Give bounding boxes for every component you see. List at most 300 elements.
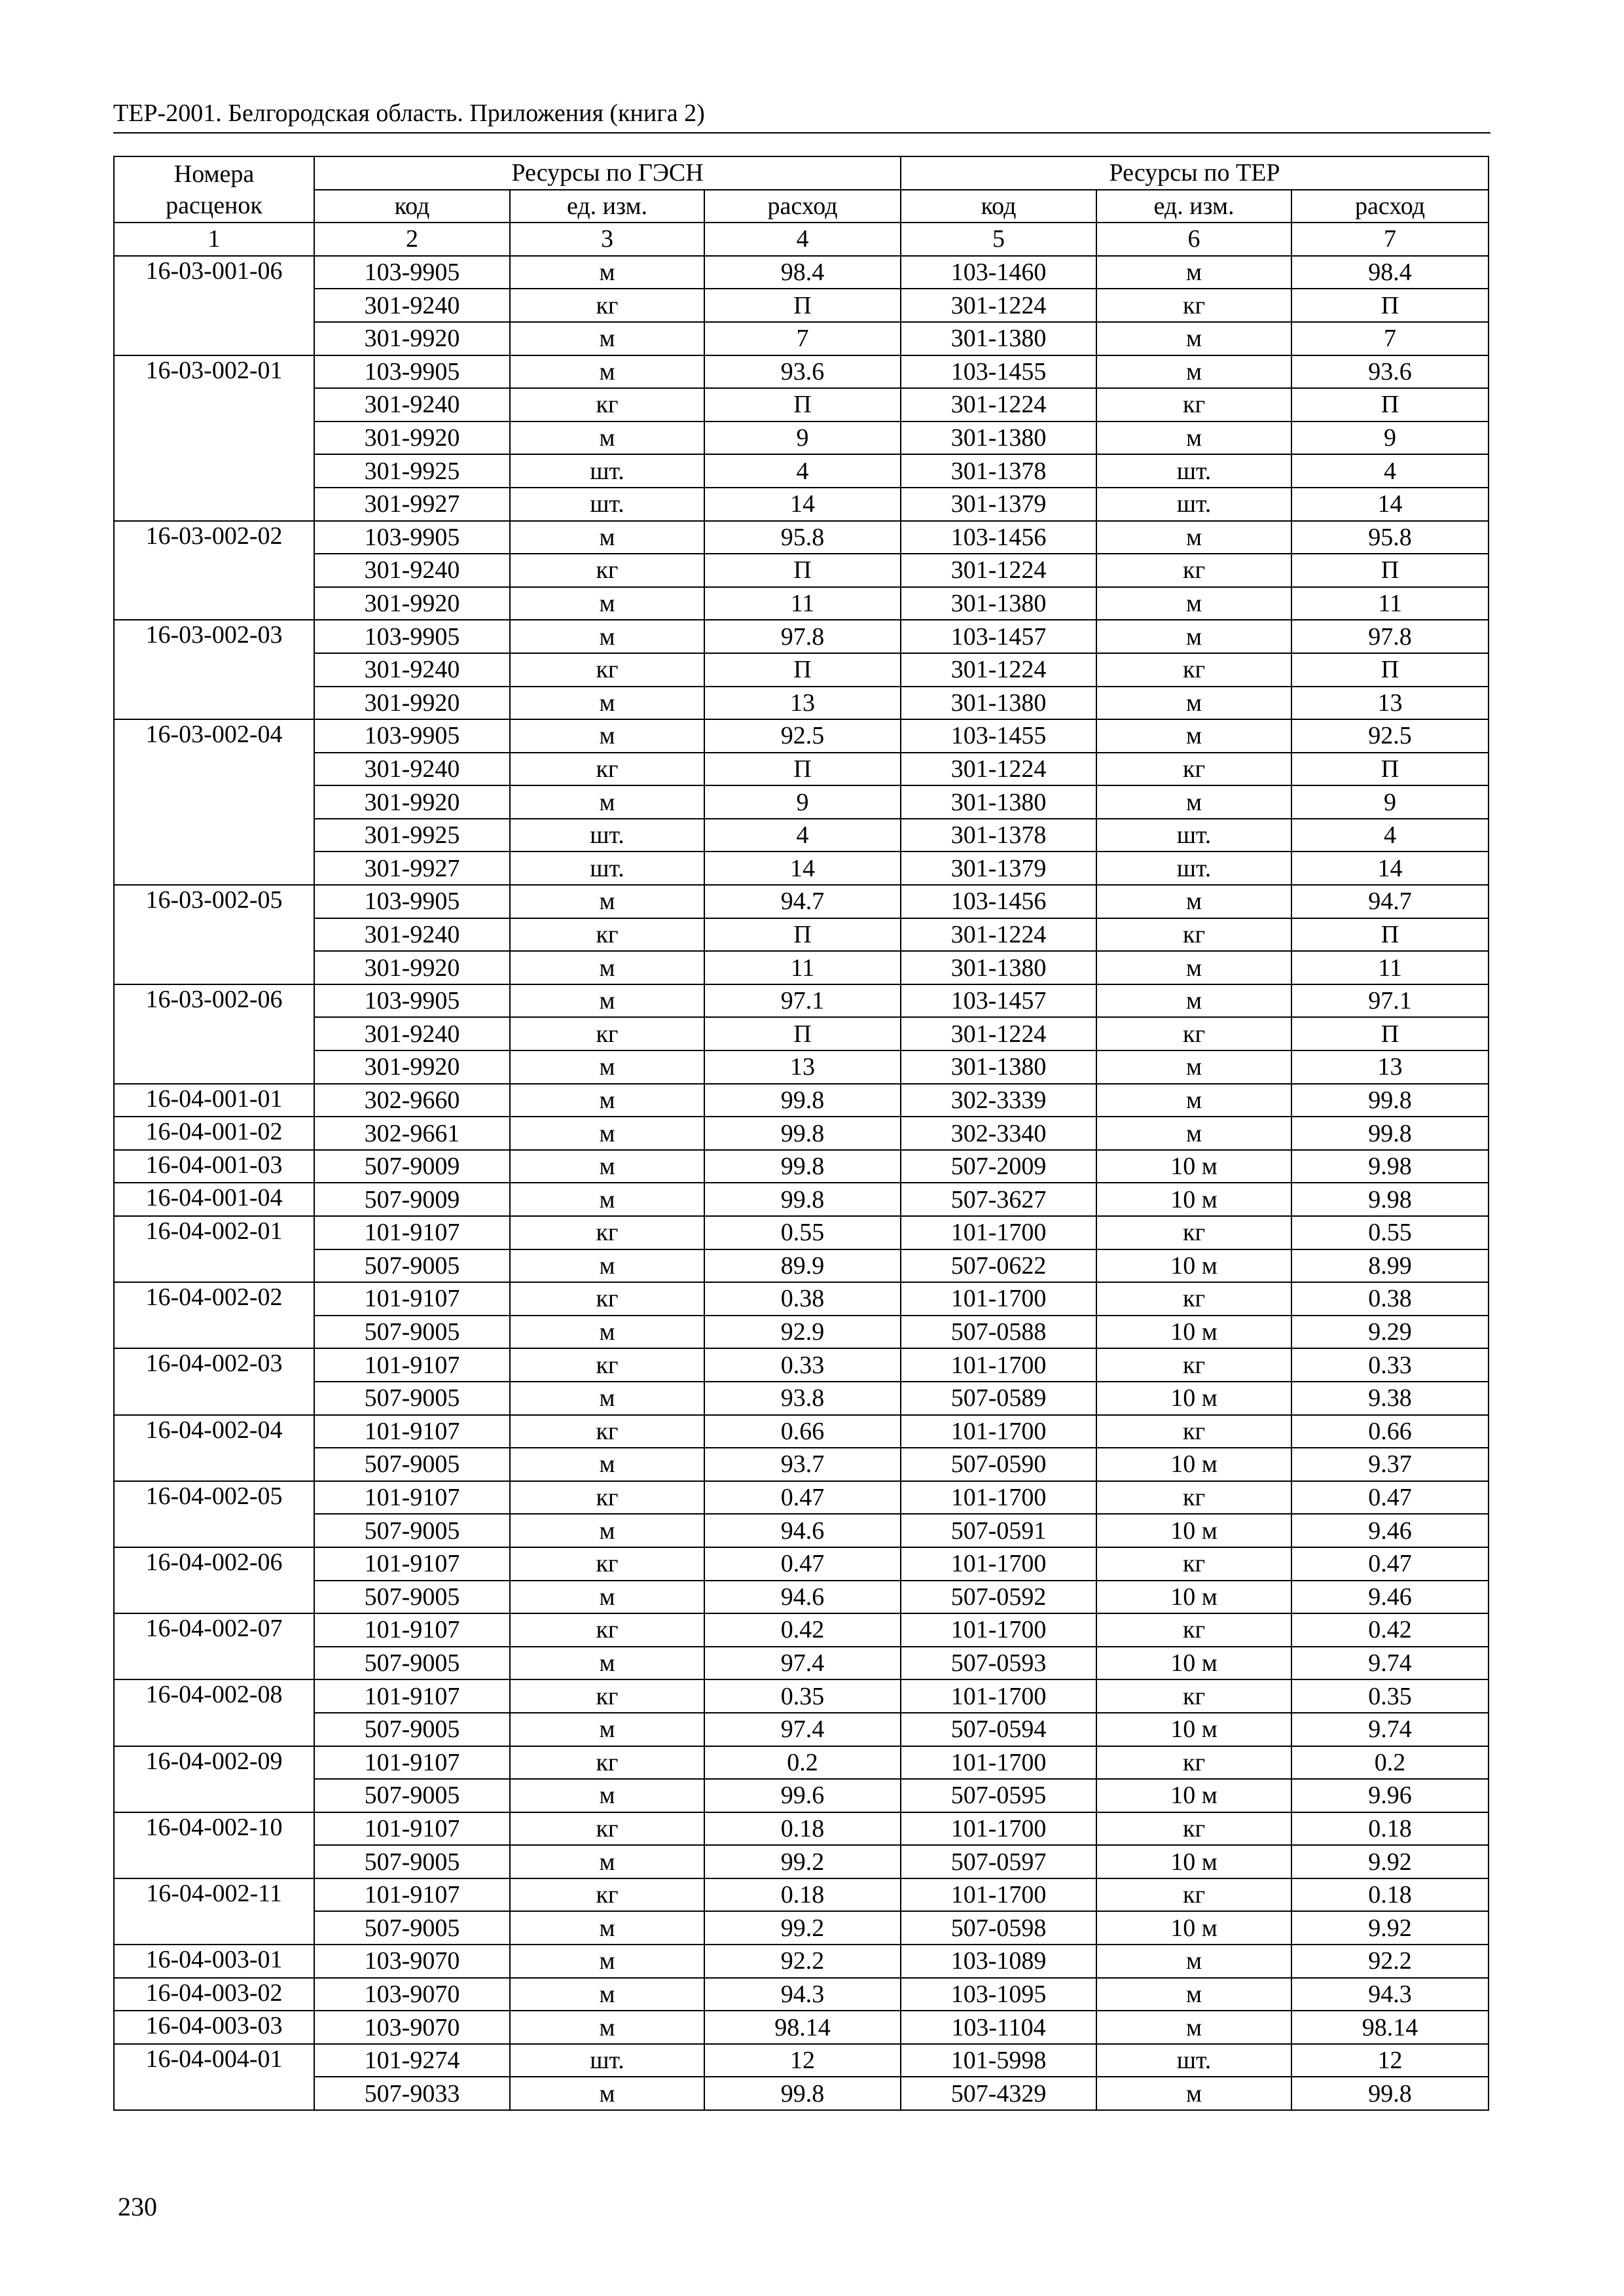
ter-code-cell: 101-1700	[901, 1878, 1096, 1912]
ter-code-cell: 507-4329	[901, 2077, 1096, 2110]
gesn-consumption-cell: 99.8	[704, 1150, 901, 1183]
gesn-unit-cell: кг	[510, 653, 704, 687]
gesn-code-cell: 507-9005	[314, 1647, 510, 1680]
ter-consumption-cell: 0.42	[1291, 1613, 1489, 1647]
gesn-code-cell: 301-9920	[314, 687, 510, 720]
ter-code-cell: 301-1379	[901, 488, 1096, 521]
table-row	[114, 1978, 1489, 2011]
table-row	[114, 554, 1489, 587]
gesn-code-cell: 101-9107	[314, 1613, 510, 1647]
rate-number-cell: 16-04-002-05	[114, 1481, 314, 1547]
gesn-consumption-cell: 93.7	[704, 1448, 901, 1481]
subheader-ter-code: код	[901, 190, 1096, 223]
ter-code-cell: 103-1456	[901, 885, 1096, 918]
rate-number-cell: 16-04-002-10	[114, 1812, 314, 1878]
gesn-code-cell: 103-9070	[314, 1945, 510, 1978]
ter-consumption-cell: 0.18	[1291, 1878, 1489, 1912]
ter-code-cell: 301-1224	[901, 753, 1096, 786]
ter-unit-cell: м	[1096, 719, 1291, 753]
ter-consumption-cell: 93.6	[1291, 355, 1489, 389]
ter-code-cell: 507-3627	[901, 1183, 1096, 1216]
rate-number-cell: 16-04-002-09	[114, 1746, 314, 1812]
gesn-unit-cell: кг	[510, 289, 704, 322]
gesn-consumption-cell: 4	[704, 819, 901, 852]
ter-consumption-cell: 97.1	[1291, 984, 1489, 1018]
ter-consumption-cell: 9.98	[1291, 1150, 1489, 1183]
ter-code-cell: 302-3339	[901, 1084, 1096, 1117]
gesn-consumption-cell: 99.2	[704, 1911, 901, 1945]
gesn-header: Ресурсы по ГЭСН	[314, 156, 901, 190]
ter-unit-cell: м	[1096, 256, 1291, 289]
ter-unit-cell: м	[1096, 687, 1291, 720]
table-row	[114, 1581, 1489, 1614]
table-row	[114, 422, 1489, 455]
ter-code-cell: 301-1224	[901, 289, 1096, 322]
table-row	[114, 653, 1489, 687]
ter-unit-cell: кг	[1096, 1216, 1291, 1249]
rate-number-cell: 16-04-003-03	[114, 2011, 314, 2044]
gesn-consumption-cell: 13	[704, 687, 901, 720]
ter-unit-cell: 10 м	[1096, 1448, 1291, 1481]
gesn-code-cell: 103-9070	[314, 2011, 510, 2044]
gesn-unit-cell: шт.	[510, 488, 704, 521]
gesn-code-cell: 103-9905	[314, 256, 510, 289]
ter-consumption-cell: 97.8	[1291, 620, 1489, 653]
gesn-consumption-cell: 99.8	[704, 1084, 901, 1117]
gesn-unit-cell: м	[510, 1382, 704, 1415]
table-row	[114, 984, 1489, 1018]
ter-unit-cell: кг	[1096, 554, 1291, 587]
ter-consumption-cell: П	[1291, 918, 1489, 952]
gesn-unit-cell: м	[510, 1911, 704, 1945]
gesn-consumption-cell: 0.2	[704, 1746, 901, 1780]
gesn-unit-cell: кг	[510, 1679, 704, 1713]
ter-code-cell: 302-3340	[901, 1117, 1096, 1150]
ter-code-cell: 301-1224	[901, 388, 1096, 422]
table-row	[114, 1382, 1489, 1415]
ter-code-cell: 103-1457	[901, 620, 1096, 653]
ter-code-cell: 507-0591	[901, 1514, 1096, 1547]
ter-consumption-cell: 0.35	[1291, 1679, 1489, 1713]
gesn-code-cell: 301-9925	[314, 454, 510, 488]
gesn-code-cell: 507-9005	[314, 1448, 510, 1481]
gesn-code-cell: 301-9920	[314, 785, 510, 819]
ter-consumption-cell: 13	[1291, 687, 1489, 720]
ter-unit-cell: кг	[1096, 1613, 1291, 1647]
ter-unit-cell: м	[1096, 885, 1291, 918]
ter-consumption-cell: 11	[1291, 587, 1489, 620]
gesn-code-cell: 301-9920	[314, 322, 510, 355]
ter-consumption-cell: 0.55	[1291, 1216, 1489, 1249]
gesn-consumption-cell: 92.9	[704, 1316, 901, 1349]
ter-consumption-cell: 94.3	[1291, 1978, 1489, 2011]
ter-unit-cell: кг	[1096, 1746, 1291, 1780]
ter-unit-cell: кг	[1096, 1812, 1291, 1846]
ter-unit-cell: кг	[1096, 289, 1291, 322]
gesn-unit-cell: м	[510, 322, 704, 355]
gesn-consumption-cell: П	[704, 388, 901, 422]
gesn-unit-cell: кг	[510, 1017, 704, 1050]
ter-consumption-cell: П	[1291, 388, 1489, 422]
ter-code-cell: 507-2009	[901, 1150, 1096, 1183]
gesn-unit-cell: м	[510, 785, 704, 819]
table-row	[114, 852, 1489, 885]
ter-consumption-cell: 0.2	[1291, 1746, 1489, 1780]
gesn-consumption-cell: П	[704, 1017, 901, 1050]
ter-code-cell: 507-0598	[901, 1911, 1096, 1945]
ter-code-cell: 101-1700	[901, 1746, 1096, 1780]
ter-consumption-cell: 94.7	[1291, 885, 1489, 918]
gesn-code-cell: 101-9107	[314, 1282, 510, 1316]
gesn-unit-cell: м	[510, 1448, 704, 1481]
gesn-unit-cell: м	[510, 355, 704, 389]
table-row	[114, 1613, 1489, 1647]
ter-unit-cell: 10 м	[1096, 1911, 1291, 1945]
rate-number-cell: 16-04-001-04	[114, 1183, 314, 1216]
gesn-code-cell: 103-9905	[314, 355, 510, 389]
ter-unit-cell: м	[1096, 587, 1291, 620]
ter-unit-cell: кг	[1096, 1348, 1291, 1382]
column-index: 7	[1291, 223, 1489, 256]
table-row	[114, 1746, 1489, 1780]
subheader-gesn-consumption: расход	[704, 190, 901, 223]
ter-code-cell: 101-1700	[901, 1613, 1096, 1647]
gesn-unit-cell: кг	[510, 1415, 704, 1448]
gesn-consumption-cell: 9	[704, 422, 901, 455]
ter-unit-cell: м	[1096, 1050, 1291, 1084]
gesn-unit-cell: кг	[510, 753, 704, 786]
rate-number-cell: 16-04-002-08	[114, 1679, 314, 1746]
gesn-consumption-cell: П	[704, 918, 901, 952]
gesn-unit-cell: м	[510, 885, 704, 918]
gesn-unit-cell: м	[510, 1050, 704, 1084]
ter-consumption-cell: П	[1291, 653, 1489, 687]
gesn-code-cell: 507-9005	[314, 1911, 510, 1945]
ter-unit-cell: 10 м	[1096, 1514, 1291, 1547]
gesn-consumption-cell: П	[704, 653, 901, 687]
gesn-code-cell: 101-9107	[314, 1812, 510, 1846]
ter-code-cell: 301-1224	[901, 653, 1096, 687]
gesn-code-cell: 302-9661	[314, 1117, 510, 1150]
gesn-code-cell: 507-9005	[314, 1316, 510, 1349]
ter-consumption-cell: 9.96	[1291, 1779, 1489, 1812]
gesn-unit-cell: кг	[510, 1481, 704, 1515]
ter-unit-cell: м	[1096, 521, 1291, 554]
table-row	[114, 2044, 1489, 2077]
ter-code-cell: 103-1089	[901, 1945, 1096, 1978]
ter-consumption-cell: 4	[1291, 819, 1489, 852]
gesn-code-cell: 101-9107	[314, 1547, 510, 1581]
table-row	[114, 1514, 1489, 1547]
table-row	[114, 1150, 1489, 1183]
table-row	[114, 1282, 1489, 1316]
ter-consumption-cell: 0.47	[1291, 1481, 1489, 1515]
table-row	[114, 620, 1489, 653]
table-row	[114, 256, 1489, 289]
gesn-consumption-cell: 0.18	[704, 1878, 901, 1912]
ter-unit-cell: 10 м	[1096, 1581, 1291, 1614]
gesn-consumption-cell: 12	[704, 2044, 901, 2077]
gesn-unit-cell: м	[510, 2011, 704, 2044]
ter-code-cell: 101-1700	[901, 1216, 1096, 1249]
gesn-unit-cell: кг	[510, 1348, 704, 1382]
gesn-unit-cell: м	[510, 1514, 704, 1547]
ter-code-cell: 507-0592	[901, 1581, 1096, 1614]
gesn-consumption-cell: П	[704, 753, 901, 786]
ter-consumption-cell: 92.5	[1291, 719, 1489, 753]
ter-unit-cell: кг	[1096, 1878, 1291, 1912]
gesn-code-cell: 301-9240	[314, 753, 510, 786]
ter-consumption-cell: 95.8	[1291, 521, 1489, 554]
ter-code-cell: 101-1700	[901, 1812, 1096, 1846]
gesn-code-cell: 507-9005	[314, 1382, 510, 1415]
ter-unit-cell: шт.	[1096, 488, 1291, 521]
gesn-unit-cell: м	[510, 1117, 704, 1150]
gesn-code-cell: 301-9920	[314, 1050, 510, 1084]
ter-unit-cell: 10 м	[1096, 1183, 1291, 1216]
gesn-code-cell: 507-9005	[314, 1845, 510, 1878]
ter-code-cell: 507-0595	[901, 1779, 1096, 1812]
gesn-code-cell: 103-9905	[314, 719, 510, 753]
gesn-code-cell: 103-9070	[314, 1978, 510, 2011]
gesn-consumption-cell: 14	[704, 852, 901, 885]
table-row	[114, 719, 1489, 753]
ter-code-cell: 507-0588	[901, 1316, 1096, 1349]
table-row	[114, 1547, 1489, 1581]
column-index: 1	[114, 223, 314, 256]
gesn-consumption-cell: 0.42	[704, 1613, 901, 1647]
gesn-unit-cell: м	[510, 1978, 704, 2011]
table-row	[114, 1713, 1489, 1746]
ter-unit-cell: м	[1096, 2011, 1291, 2044]
gesn-unit-cell: м	[510, 984, 704, 1018]
ter-code-cell: 101-1700	[901, 1415, 1096, 1448]
gesn-code-cell: 101-9107	[314, 1216, 510, 1249]
ter-consumption-cell: 9.37	[1291, 1448, 1489, 1481]
ter-consumption-cell: 0.38	[1291, 1282, 1489, 1316]
ter-unit-cell: шт.	[1096, 852, 1291, 885]
table-row	[114, 1117, 1489, 1150]
rate-number-cell: 16-04-002-01	[114, 1216, 314, 1282]
ter-consumption-cell: 9.46	[1291, 1581, 1489, 1614]
ter-consumption-cell: 12	[1291, 2044, 1489, 2077]
gesn-unit-cell: м	[510, 587, 704, 620]
table-row	[114, 885, 1489, 918]
rate-number-cell: 16-04-002-06	[114, 1547, 314, 1613]
gesn-consumption-cell: П	[704, 289, 901, 322]
rate-number-cell: 16-03-002-05	[114, 885, 314, 984]
ter-consumption-cell: 92.2	[1291, 1945, 1489, 1978]
gesn-consumption-cell: 0.33	[704, 1348, 901, 1382]
ter-code-cell: 301-1380	[901, 322, 1096, 355]
gesn-consumption-cell: 99.8	[704, 1183, 901, 1216]
table-row	[114, 1084, 1489, 1117]
gesn-consumption-cell: 0.35	[704, 1679, 901, 1713]
table-row	[114, 1647, 1489, 1680]
page-header: ТЕР-2001. Белгородская область. Приложения (книга 2)	[113, 98, 1490, 134]
ter-code-cell: 301-1380	[901, 1050, 1096, 1084]
gesn-code-cell: 301-9927	[314, 488, 510, 521]
gesn-code-cell: 101-9107	[314, 1878, 510, 1912]
ter-consumption-cell: 0.18	[1291, 1812, 1489, 1846]
gesn-consumption-cell: 0.18	[704, 1812, 901, 1846]
header-row-1	[114, 156, 1489, 190]
gesn-unit-cell: м	[510, 1581, 704, 1614]
ter-unit-cell: м	[1096, 1978, 1291, 2011]
gesn-code-cell: 301-9240	[314, 388, 510, 422]
table-row	[114, 687, 1489, 720]
rate-number-cell: 16-04-002-03	[114, 1348, 314, 1414]
ter-code-cell: 103-1460	[901, 256, 1096, 289]
gesn-unit-cell: м	[510, 1084, 704, 1117]
gesn-consumption-cell: 9	[704, 785, 901, 819]
ter-consumption-cell: 14	[1291, 852, 1489, 885]
table-row	[114, 2077, 1489, 2110]
ter-code-cell: 301-1224	[901, 1017, 1096, 1050]
header-row-2	[114, 190, 1489, 223]
ter-consumption-cell: 14	[1291, 488, 1489, 521]
ter-unit-cell: кг	[1096, 753, 1291, 786]
gesn-unit-cell: м	[510, 687, 704, 720]
ter-code-cell: 101-1700	[901, 1282, 1096, 1316]
gesn-unit-cell: м	[510, 1647, 704, 1680]
gesn-unit-cell: м	[510, 719, 704, 753]
ter-unit-cell: м	[1096, 1945, 1291, 1978]
gesn-consumption-cell: 94.3	[704, 1978, 901, 2011]
rate-number-cell: 16-04-001-01	[114, 1084, 314, 1117]
gesn-unit-cell: шт.	[510, 2044, 704, 2077]
gesn-code-cell: 103-9905	[314, 984, 510, 1018]
rate-number-cell: 16-04-001-02	[114, 1117, 314, 1150]
ter-consumption-cell: 9.74	[1291, 1647, 1489, 1680]
table-row	[114, 1216, 1489, 1249]
gesn-consumption-cell: 99.2	[704, 1845, 901, 1878]
column-index: 3	[510, 223, 704, 256]
rate-number-cell: 16-04-001-03	[114, 1150, 314, 1183]
ter-unit-cell: м	[1096, 355, 1291, 389]
ter-consumption-cell: 0.47	[1291, 1547, 1489, 1581]
gesn-code-cell: 101-9274	[314, 2044, 510, 2077]
gesn-unit-cell: кг	[510, 1613, 704, 1647]
gesn-unit-cell: м	[510, 1183, 704, 1216]
gesn-code-cell: 507-9005	[314, 1249, 510, 1283]
gesn-unit-cell: м	[510, 256, 704, 289]
gesn-consumption-cell: 92.5	[704, 719, 901, 753]
gesn-consumption-cell: 99.8	[704, 2077, 901, 2110]
column-index: 5	[901, 223, 1096, 256]
table-row	[114, 819, 1489, 852]
rate-number-cell: 16-04-003-01	[114, 1945, 314, 1978]
gesn-unit-cell: м	[510, 1945, 704, 1978]
table-row	[114, 785, 1489, 819]
gesn-consumption-cell: 89.9	[704, 1249, 901, 1283]
ter-consumption-cell: 9	[1291, 785, 1489, 819]
gesn-consumption-cell: 0.47	[704, 1547, 901, 1581]
rate-number-cell: 16-03-002-04	[114, 719, 314, 885]
table-row	[114, 587, 1489, 620]
ter-code-cell: 101-1700	[901, 1481, 1096, 1515]
ter-code-cell: 507-0589	[901, 1382, 1096, 1415]
ter-unit-cell: 10 м	[1096, 1779, 1291, 1812]
col-numbers-header: Номера расценок	[114, 156, 314, 223]
ter-unit-cell: кг	[1096, 1282, 1291, 1316]
gesn-consumption-cell: 0.47	[704, 1481, 901, 1515]
ter-consumption-cell: 9.92	[1291, 1911, 1489, 1945]
gesn-code-cell: 103-9905	[314, 885, 510, 918]
ter-unit-cell: шт.	[1096, 819, 1291, 852]
ter-unit-cell: м	[1096, 422, 1291, 455]
gesn-consumption-cell: 95.8	[704, 521, 901, 554]
gesn-code-cell: 103-9905	[314, 620, 510, 653]
ter-consumption-cell: 99.8	[1291, 1084, 1489, 1117]
table-row	[114, 454, 1489, 488]
ter-code-cell: 301-1380	[901, 587, 1096, 620]
gesn-code-cell: 507-9005	[314, 1713, 510, 1746]
ter-consumption-cell: П	[1291, 1017, 1489, 1050]
subheader-gesn-unit: ед. изм.	[510, 190, 704, 223]
table-row	[114, 753, 1489, 786]
gesn-unit-cell: кг	[510, 554, 704, 587]
gesn-consumption-cell: 98.4	[704, 256, 901, 289]
gesn-unit-cell: м	[510, 2077, 704, 2110]
ter-unit-cell: 10 м	[1096, 1713, 1291, 1746]
gesn-consumption-cell: 98.14	[704, 2011, 901, 2044]
ter-unit-cell: 10 м	[1096, 1647, 1291, 1680]
gesn-consumption-cell: 97.4	[704, 1713, 901, 1746]
table-row	[114, 1911, 1489, 1945]
gesn-consumption-cell: 94.6	[704, 1514, 901, 1547]
gesn-consumption-cell: 0.66	[704, 1415, 901, 1448]
ter-consumption-cell: 9	[1291, 422, 1489, 455]
gesn-unit-cell: м	[510, 1316, 704, 1349]
gesn-code-cell: 301-9925	[314, 819, 510, 852]
ter-unit-cell: кг	[1096, 1415, 1291, 1448]
ter-unit-cell: шт.	[1096, 454, 1291, 488]
table-row	[114, 1845, 1489, 1878]
gesn-code-cell: 507-9009	[314, 1183, 510, 1216]
ter-consumption-cell: 0.33	[1291, 1348, 1489, 1382]
gesn-code-cell: 301-9240	[314, 554, 510, 587]
table-row	[114, 951, 1489, 984]
gesn-consumption-cell: 14	[704, 488, 901, 521]
gesn-code-cell: 101-9107	[314, 1348, 510, 1382]
ter-unit-cell: кг	[1096, 1017, 1291, 1050]
gesn-code-cell: 101-9107	[314, 1415, 510, 1448]
ter-unit-cell: м	[1096, 1084, 1291, 1117]
ter-code-cell: 101-5998	[901, 2044, 1096, 2077]
ter-code-cell: 301-1379	[901, 852, 1096, 885]
column-index: 4	[704, 223, 901, 256]
gesn-code-cell: 101-9107	[314, 1679, 510, 1713]
table-row	[114, 1183, 1489, 1216]
gesn-unit-cell: м	[510, 620, 704, 653]
ter-code-cell: 507-0590	[901, 1448, 1096, 1481]
ter-unit-cell: 10 м	[1096, 1845, 1291, 1878]
gesn-unit-cell: шт.	[510, 819, 704, 852]
column-index: 6	[1096, 223, 1291, 256]
gesn-code-cell: 302-9660	[314, 1084, 510, 1117]
table-row	[114, 1415, 1489, 1448]
gesn-consumption-cell: 11	[704, 587, 901, 620]
gesn-code-cell: 507-9005	[314, 1779, 510, 1812]
rate-number-cell: 16-03-002-06	[114, 984, 314, 1084]
table-row	[114, 1878, 1489, 1912]
resources-table	[113, 156, 1489, 2111]
table-row	[114, 1316, 1489, 1349]
ter-code-cell: 301-1224	[901, 554, 1096, 587]
ter-consumption-cell: 13	[1291, 1050, 1489, 1084]
ter-unit-cell: кг	[1096, 1679, 1291, 1713]
